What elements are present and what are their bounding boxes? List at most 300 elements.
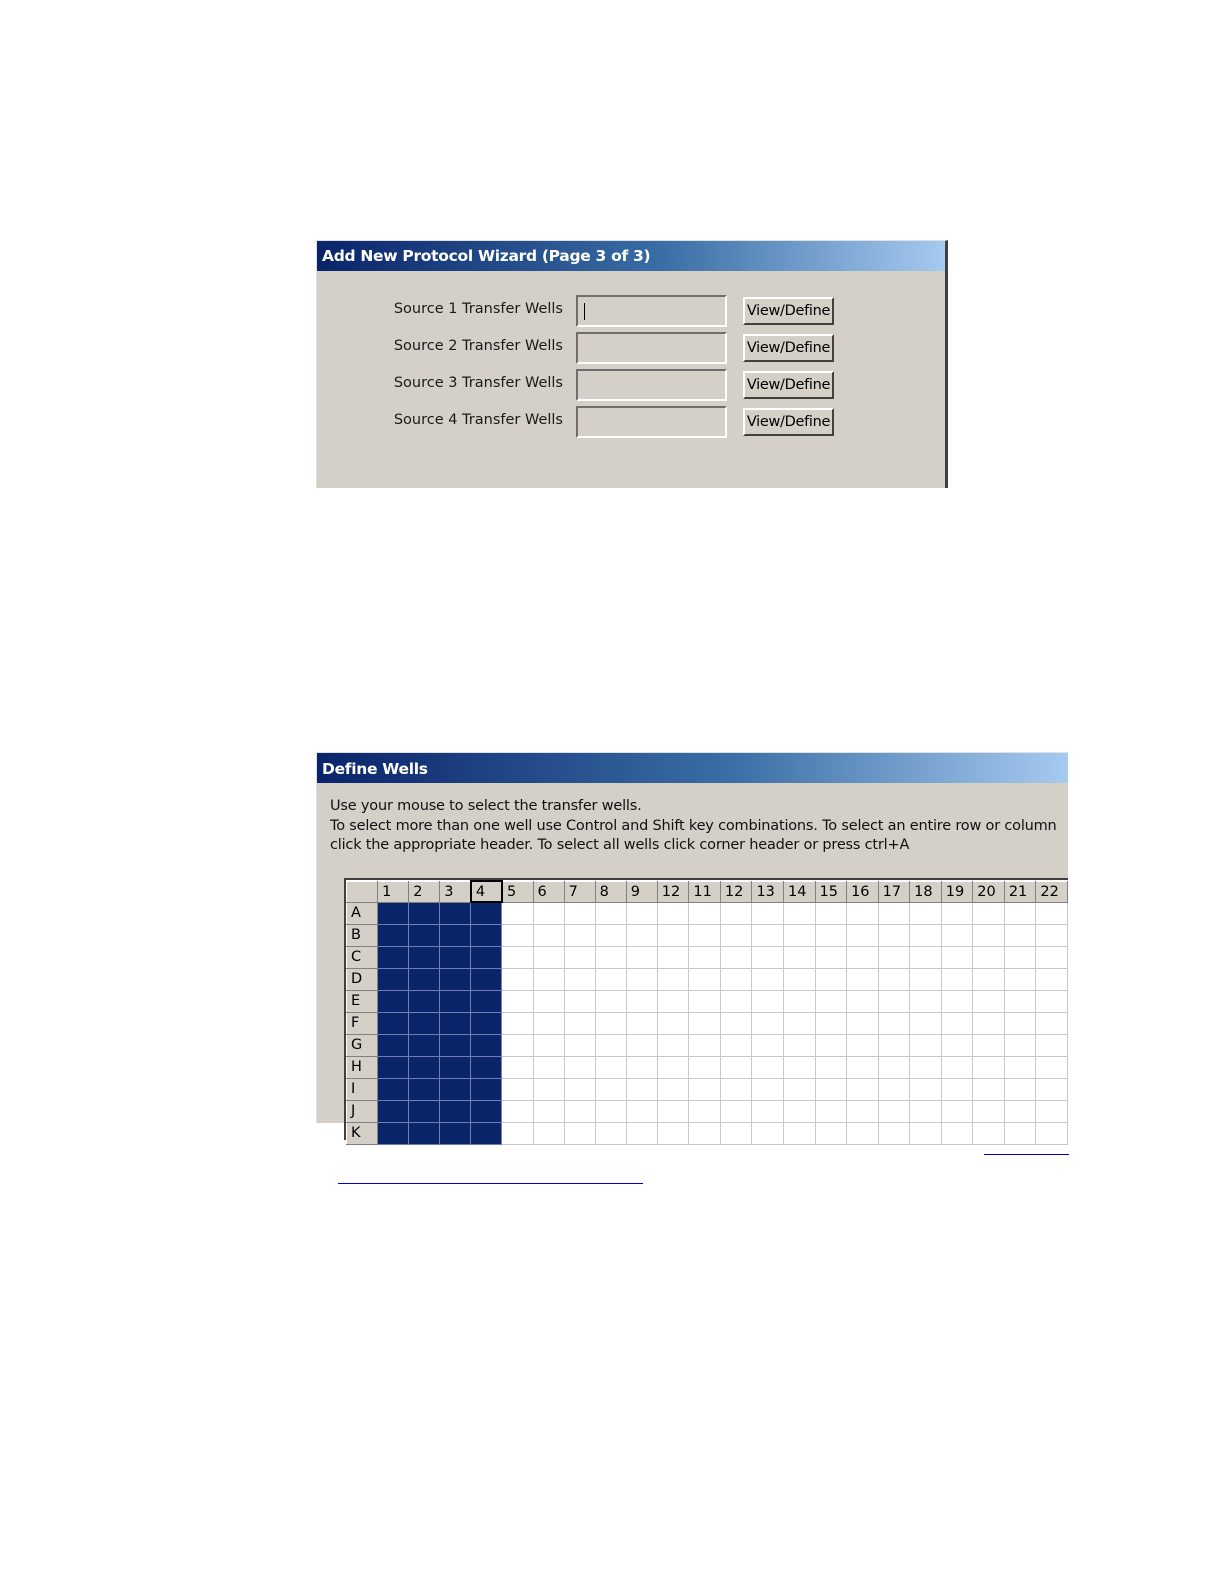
column-header-6[interactable]: 6 [533, 881, 564, 902]
well-cell[interactable] [689, 924, 721, 946]
well-cell[interactable] [502, 1012, 533, 1034]
well-cell[interactable] [409, 1122, 440, 1144]
well-cell[interactable] [973, 1078, 1005, 1100]
well-cell[interactable] [720, 1100, 752, 1122]
column-header-1[interactable]: 1 [378, 881, 409, 902]
well-cell[interactable] [657, 968, 689, 990]
well-row [347, 924, 1068, 946]
well-cell[interactable] [973, 990, 1005, 1012]
well-cell[interactable] [440, 1100, 471, 1122]
well-cell[interactable] [815, 1012, 847, 1034]
well-cell[interactable] [626, 1056, 657, 1078]
source-4-view-define-button[interactable]: View/Define [743, 408, 834, 436]
well-cell[interactable] [783, 968, 815, 990]
well-cell[interactable] [752, 1012, 784, 1034]
well-cell[interactable] [847, 1100, 879, 1122]
column-header-14[interactable]: 14 [783, 881, 815, 902]
well-cell[interactable] [595, 946, 626, 968]
well-cell[interactable] [1036, 946, 1068, 968]
well-cell[interactable] [1036, 924, 1068, 946]
well-cell[interactable] [657, 924, 689, 946]
well-cell[interactable] [626, 1078, 657, 1100]
well-cell[interactable] [657, 1056, 689, 1078]
well-cell[interactable] [689, 1100, 721, 1122]
well-cell[interactable] [533, 1034, 564, 1056]
well-cell[interactable] [910, 924, 942, 946]
well-cell[interactable] [1036, 968, 1068, 990]
well-cell[interactable] [752, 1078, 784, 1100]
well-cell[interactable] [595, 902, 626, 924]
well-cell[interactable] [657, 946, 689, 968]
well-cell[interactable] [502, 1100, 533, 1122]
well-cell[interactable] [847, 1012, 879, 1034]
well-cell[interactable] [689, 1122, 721, 1144]
well-cell[interactable] [815, 968, 847, 990]
well-cell[interactable] [409, 946, 440, 968]
well-cell[interactable] [689, 1034, 721, 1056]
column-header-4[interactable]: 4 [471, 881, 502, 902]
well-cell[interactable] [626, 968, 657, 990]
well-cell[interactable] [626, 902, 657, 924]
well-cell[interactable] [815, 924, 847, 946]
well-cell[interactable] [783, 1034, 815, 1056]
row-header-I[interactable]: I [347, 1078, 378, 1100]
well-cell[interactable] [1004, 968, 1036, 990]
well-cell[interactable] [595, 924, 626, 946]
well-cell[interactable] [533, 1100, 564, 1122]
well-cell[interactable] [502, 902, 533, 924]
well-cell[interactable] [1004, 902, 1036, 924]
well-cell[interactable] [378, 902, 409, 924]
well-cell[interactable] [941, 1056, 973, 1078]
well-cell[interactable] [564, 1012, 595, 1034]
well-cell[interactable] [1004, 1100, 1036, 1122]
well-cell[interactable] [720, 968, 752, 990]
well-cell[interactable] [1004, 1056, 1036, 1078]
well-cell[interactable] [378, 946, 409, 968]
well-cell[interactable] [973, 946, 1005, 968]
well-cell[interactable] [502, 968, 533, 990]
well-cell[interactable] [1036, 1078, 1068, 1100]
hyperlink-underline[interactable] [338, 1183, 643, 1184]
well-row [347, 902, 1068, 924]
well-cell[interactable] [378, 1034, 409, 1056]
column-header-17[interactable]: 17 [878, 881, 910, 902]
well-cell[interactable] [910, 1122, 942, 1144]
well-cell[interactable] [1036, 990, 1068, 1012]
well-cell[interactable] [689, 1056, 721, 1078]
well-cell[interactable] [502, 990, 533, 1012]
well-cell[interactable] [502, 924, 533, 946]
well-cell[interactable] [720, 946, 752, 968]
well-cell[interactable] [815, 1056, 847, 1078]
well-row [347, 946, 1068, 968]
well-cell[interactable] [502, 1056, 533, 1078]
well-cell[interactable] [878, 946, 910, 968]
well-cell[interactable] [440, 1056, 471, 1078]
well-cell[interactable] [533, 990, 564, 1012]
well-cell[interactable] [720, 902, 752, 924]
instruction-line: click the appropriate header. To select all wells click corner header or press ctrl+A [330, 837, 910, 853]
well-cell[interactable] [378, 1100, 409, 1122]
column-header-12[interactable]: 12 [657, 881, 689, 902]
well-cell[interactable] [471, 946, 502, 968]
well-cell[interactable] [440, 946, 471, 968]
well-cell[interactable] [533, 924, 564, 946]
well-cell[interactable] [564, 1034, 595, 1056]
well-cell[interactable] [409, 1056, 440, 1078]
row-header-E[interactable]: E [347, 990, 378, 1012]
instructions [330, 797, 1068, 856]
well-cell[interactable] [973, 1034, 1005, 1056]
well-cell[interactable] [910, 1056, 942, 1078]
row-header-B[interactable]: B [347, 924, 378, 946]
well-cell[interactable] [689, 946, 721, 968]
well-cell[interactable] [626, 946, 657, 968]
well-cell[interactable] [533, 946, 564, 968]
well-cell[interactable] [533, 1056, 564, 1078]
well-cell[interactable] [1036, 1034, 1068, 1056]
well-cell[interactable] [973, 902, 1005, 924]
row-header-A[interactable]: A [347, 902, 378, 924]
column-header-3[interactable]: 3 [440, 881, 471, 902]
well-cell[interactable] [440, 968, 471, 990]
row-header-D[interactable]: D [347, 968, 378, 990]
column-header-7[interactable]: 7 [564, 881, 595, 902]
well-cell[interactable] [564, 1100, 595, 1122]
well-cell[interactable] [941, 902, 973, 924]
well-cell[interactable] [440, 1078, 471, 1100]
well-cell[interactable] [720, 1056, 752, 1078]
well-cell[interactable] [657, 1078, 689, 1100]
column-header-13[interactable]: 13 [752, 881, 784, 902]
well-cell[interactable] [471, 1034, 502, 1056]
well-cell[interactable] [815, 1034, 847, 1056]
well-cell[interactable] [941, 924, 973, 946]
well-cell[interactable] [626, 990, 657, 1012]
column-header-18[interactable]: 18 [910, 881, 942, 902]
well-cell[interactable] [440, 902, 471, 924]
well-cell[interactable] [847, 902, 879, 924]
well-cell[interactable] [378, 1056, 409, 1078]
well-cell[interactable] [941, 968, 973, 990]
well-cell[interactable] [815, 1100, 847, 1122]
well-cell[interactable] [471, 924, 502, 946]
well-cell[interactable] [910, 1078, 942, 1100]
well-cell[interactable] [815, 990, 847, 1012]
well-cell[interactable] [1004, 1078, 1036, 1100]
well-cell[interactable] [910, 990, 942, 1012]
well-cell[interactable] [533, 1078, 564, 1100]
column-header-12[interactable]: 12 [720, 881, 752, 902]
well-grid[interactable] [346, 880, 1068, 1145]
well-cell[interactable] [973, 924, 1005, 946]
well-cell[interactable] [1036, 1122, 1068, 1144]
well-cell[interactable] [878, 1034, 910, 1056]
well-cell[interactable] [409, 1100, 440, 1122]
well-cell[interactable] [910, 1034, 942, 1056]
well-cell[interactable] [783, 946, 815, 968]
well-cell[interactable] [720, 1012, 752, 1034]
well-cell[interactable] [973, 1056, 1005, 1078]
well-cell[interactable] [973, 1100, 1005, 1122]
well-cell[interactable] [595, 1056, 626, 1078]
well-cell[interactable] [847, 990, 879, 1012]
source-2-wells-input[interactable] [576, 332, 727, 364]
well-cell[interactable] [595, 1078, 626, 1100]
well-cell[interactable] [752, 968, 784, 990]
well-cell[interactable] [409, 1012, 440, 1034]
source-2-label: Source 2 Transfer Wells [393, 338, 563, 354]
well-cell[interactable] [471, 1078, 502, 1100]
well-cell[interactable] [657, 990, 689, 1012]
well-cell[interactable] [720, 990, 752, 1012]
well-cell[interactable] [815, 902, 847, 924]
well-cell[interactable] [471, 1122, 502, 1144]
well-cell[interactable] [657, 1122, 689, 1144]
well-cell[interactable] [720, 1034, 752, 1056]
well-cell[interactable] [847, 924, 879, 946]
well-cell[interactable] [409, 990, 440, 1012]
well-cell[interactable] [878, 1100, 910, 1122]
source-1-view-define-button[interactable]: View/Define [743, 297, 834, 325]
source-3-row [317, 369, 945, 401]
well-cell[interactable] [941, 1034, 973, 1056]
well-cell[interactable] [941, 990, 973, 1012]
source-3-wells-input[interactable] [576, 369, 727, 401]
well-cell[interactable] [378, 1078, 409, 1100]
well-cell[interactable] [502, 946, 533, 968]
well-cell[interactable] [471, 1056, 502, 1078]
well-cell[interactable] [533, 1012, 564, 1034]
well-cell[interactable] [720, 1122, 752, 1144]
well-cell[interactable] [783, 1100, 815, 1122]
well-cell[interactable] [657, 1100, 689, 1122]
well-cell[interactable] [941, 1122, 973, 1144]
well-cell[interactable] [564, 902, 595, 924]
well-cell[interactable] [847, 968, 879, 990]
well-cell[interactable] [783, 1056, 815, 1078]
well-cell[interactable] [878, 968, 910, 990]
well-cell[interactable] [1004, 1122, 1036, 1144]
well-cell[interactable] [783, 924, 815, 946]
column-header-9[interactable]: 9 [626, 881, 657, 902]
well-cell[interactable] [752, 1100, 784, 1122]
well-cell[interactable] [941, 1100, 973, 1122]
well-cell[interactable] [564, 924, 595, 946]
well-row [347, 1056, 1068, 1078]
well-cell[interactable] [533, 1122, 564, 1144]
row-header-K[interactable]: K [347, 1122, 378, 1144]
well-cell[interactable] [847, 1078, 879, 1100]
well-cell[interactable] [378, 990, 409, 1012]
well-cell[interactable] [1004, 990, 1036, 1012]
well-cell[interactable] [973, 1012, 1005, 1034]
well-cell[interactable] [689, 968, 721, 990]
well-cell[interactable] [471, 990, 502, 1012]
well-cell[interactable] [878, 1012, 910, 1034]
well-cell[interactable] [626, 1034, 657, 1056]
column-header-22[interactable]: 22 [1036, 881, 1068, 902]
well-cell[interactable] [783, 1078, 815, 1100]
well-cell[interactable] [595, 990, 626, 1012]
well-cell[interactable] [471, 902, 502, 924]
well-cell[interactable] [657, 1034, 689, 1056]
column-header-8[interactable]: 8 [595, 881, 626, 902]
source-4-wells-input[interactable] [576, 406, 727, 438]
well-cell[interactable] [409, 1034, 440, 1056]
well-cell[interactable] [502, 1078, 533, 1100]
well-cell[interactable] [752, 1056, 784, 1078]
well-cell[interactable] [847, 946, 879, 968]
well-cell[interactable] [783, 1122, 815, 1144]
well-cell[interactable] [973, 1122, 1005, 1144]
row-header-G[interactable]: G [347, 1034, 378, 1056]
well-cell[interactable] [847, 1122, 879, 1144]
column-header-2[interactable]: 2 [409, 881, 440, 902]
well-cell[interactable] [440, 924, 471, 946]
well-cell[interactable] [409, 924, 440, 946]
hyperlink-underline[interactable] [984, 1154, 1069, 1155]
well-cell[interactable] [657, 1012, 689, 1034]
column-header-20[interactable]: 20 [973, 881, 1005, 902]
well-cell[interactable] [378, 924, 409, 946]
well-cell[interactable] [910, 946, 942, 968]
well-cell[interactable] [689, 1012, 721, 1034]
column-header-5[interactable]: 5 [502, 881, 533, 902]
well-cell[interactable] [878, 1056, 910, 1078]
well-cell[interactable] [689, 990, 721, 1012]
source-2-view-define-button[interactable]: View/Define [743, 334, 834, 362]
well-cell[interactable] [626, 1122, 657, 1144]
well-cell[interactable] [595, 1100, 626, 1122]
column-header-16[interactable]: 16 [847, 881, 879, 902]
well-cell[interactable] [1004, 924, 1036, 946]
well-cell[interactable] [815, 946, 847, 968]
source-1-wells-input[interactable] [576, 295, 727, 327]
well-cell[interactable] [533, 902, 564, 924]
well-cell[interactable] [440, 1012, 471, 1034]
well-cell[interactable] [941, 1078, 973, 1100]
well-cell[interactable] [564, 1078, 595, 1100]
well-cell[interactable] [378, 968, 409, 990]
corner-header[interactable] [347, 881, 378, 902]
well-cell[interactable] [878, 1078, 910, 1100]
well-cell[interactable] [564, 946, 595, 968]
well-cell[interactable] [910, 902, 942, 924]
well-cell[interactable] [1004, 1034, 1036, 1056]
add-protocol-wizard-dialog [316, 240, 948, 488]
well-cell[interactable] [595, 968, 626, 990]
well-cell[interactable] [847, 1034, 879, 1056]
source-3-view-define-button[interactable]: View/Define [743, 371, 834, 399]
row-header-J[interactable]: J [347, 1100, 378, 1122]
well-cell[interactable] [595, 1122, 626, 1144]
well-cell[interactable] [502, 1034, 533, 1056]
well-cell[interactable] [440, 990, 471, 1012]
column-header-15[interactable]: 15 [815, 881, 847, 902]
well-cell[interactable] [720, 924, 752, 946]
well-cell[interactable] [626, 1100, 657, 1122]
well-cell[interactable] [1004, 946, 1036, 968]
well-cell[interactable] [595, 1012, 626, 1034]
column-header-11[interactable]: 11 [689, 881, 721, 902]
well-cell[interactable] [1004, 1012, 1036, 1034]
source-1-row [317, 295, 945, 327]
well-cell[interactable] [752, 1034, 784, 1056]
well-cell[interactable] [440, 1122, 471, 1144]
well-cell[interactable] [1036, 902, 1068, 924]
well-cell[interactable] [689, 902, 721, 924]
well-cell[interactable] [378, 1012, 409, 1034]
well-cell[interactable] [878, 902, 910, 924]
well-cell[interactable] [564, 990, 595, 1012]
row-header-C[interactable]: C [347, 946, 378, 968]
well-cell[interactable] [657, 902, 689, 924]
well-cell[interactable] [783, 1012, 815, 1034]
well-cell[interactable] [564, 1122, 595, 1144]
well-cell[interactable] [878, 990, 910, 1012]
well-cell[interactable] [564, 968, 595, 990]
well-cell[interactable] [564, 1056, 595, 1078]
row-header-H[interactable]: H [347, 1056, 378, 1078]
well-cell[interactable] [941, 946, 973, 968]
well-cell[interactable] [752, 946, 784, 968]
well-cell[interactable] [409, 902, 440, 924]
well-cell[interactable] [752, 990, 784, 1012]
well-cell[interactable] [502, 1122, 533, 1144]
well-cell[interactable] [783, 902, 815, 924]
well-cell[interactable] [626, 924, 657, 946]
well-cell[interactable] [973, 968, 1005, 990]
well-cell[interactable] [878, 1122, 910, 1144]
well-cell[interactable] [471, 968, 502, 990]
well-cell[interactable] [720, 1078, 752, 1100]
column-header-19[interactable]: 19 [941, 881, 973, 902]
well-cell[interactable] [1036, 1012, 1068, 1034]
well-cell[interactable] [409, 1078, 440, 1100]
well-cell[interactable] [533, 968, 564, 990]
well-cell[interactable] [595, 1034, 626, 1056]
well-cell[interactable] [752, 902, 784, 924]
well-cell[interactable] [471, 1012, 502, 1034]
well-cell[interactable] [409, 968, 440, 990]
well-cell[interactable] [440, 1034, 471, 1056]
column-header-21[interactable]: 21 [1004, 881, 1036, 902]
well-cell[interactable] [910, 968, 942, 990]
well-cell[interactable] [910, 1012, 942, 1034]
well-cell[interactable] [752, 924, 784, 946]
well-cell[interactable] [815, 1122, 847, 1144]
well-grid-container[interactable] [344, 878, 1068, 1140]
row-header-F[interactable]: F [347, 1012, 378, 1034]
well-cell[interactable] [1036, 1056, 1068, 1078]
well-row [347, 1078, 1068, 1100]
well-cell[interactable] [910, 1100, 942, 1122]
well-cell[interactable] [1036, 1100, 1068, 1122]
well-cell[interactable] [689, 1078, 721, 1100]
well-cell[interactable] [783, 990, 815, 1012]
well-cell[interactable] [847, 1056, 879, 1078]
well-cell[interactable] [815, 1078, 847, 1100]
well-cell[interactable] [752, 1122, 784, 1144]
well-cell[interactable] [471, 1100, 502, 1122]
well-row [347, 1122, 1068, 1144]
well-cell[interactable] [626, 1012, 657, 1034]
well-cell[interactable] [941, 1012, 973, 1034]
well-cell[interactable] [878, 924, 910, 946]
well-cell[interactable] [378, 1122, 409, 1144]
